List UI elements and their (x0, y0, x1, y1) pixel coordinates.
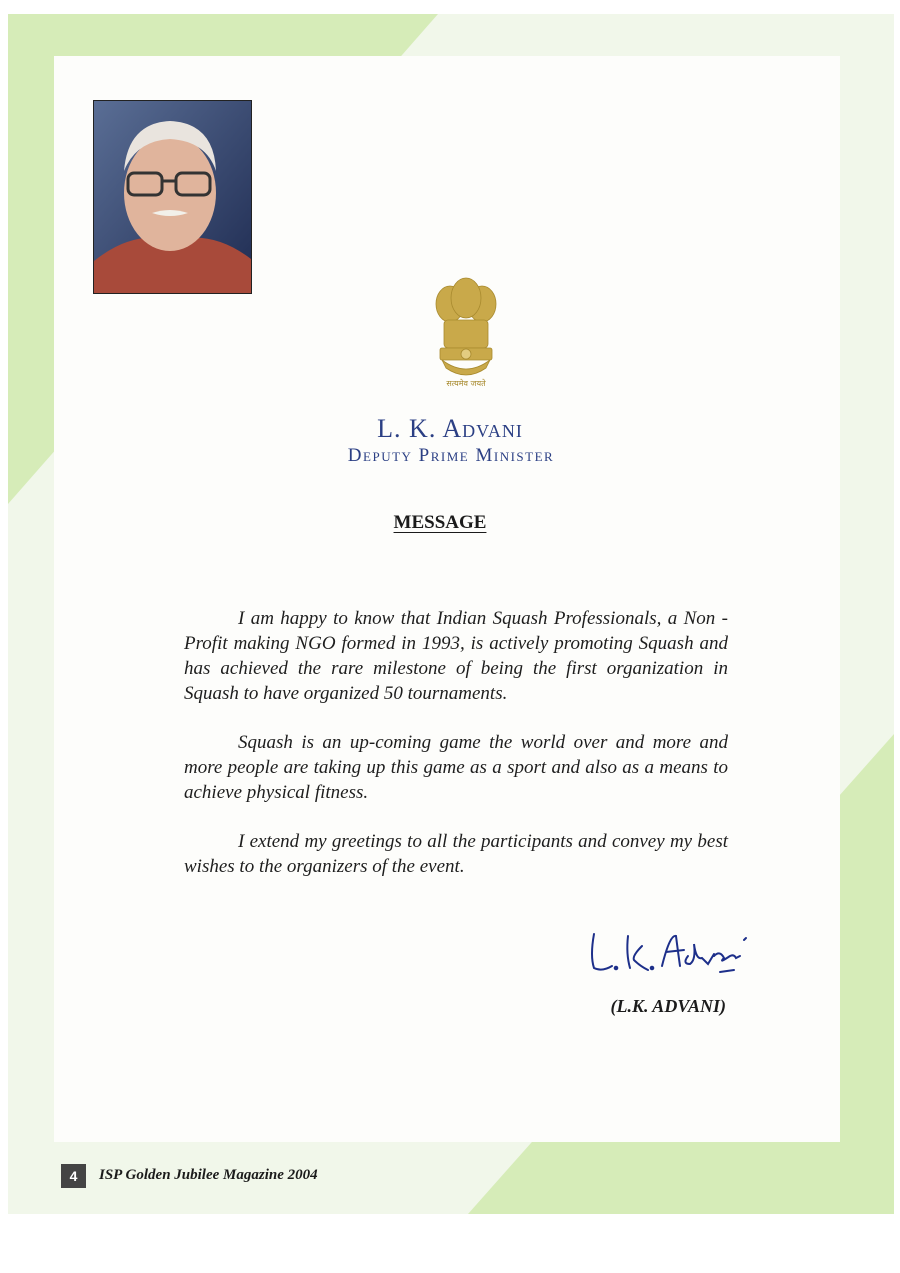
portrait-photo (93, 100, 252, 294)
message-paragraph-1: I am happy to know that Indian Squash Professionals, a Non - Profit making NGO formed in 1993, is actively promoting Squash and has achieved the rare milestone of being the first organization in Squash to have organized 50 tournaments. (184, 608, 728, 704)
national-emblem-icon (430, 274, 502, 390)
handwritten-signature (584, 926, 764, 986)
message-paragraph-2: Squash is an up-coming game the world over and more and more people are taking up this game as a sport and also as a means to achieve physical fitness. (184, 732, 728, 803)
emblem-motto: सत्यमेव जयते (446, 379, 486, 388)
minister-designation: Deputy Prime Minister (347, 445, 555, 466)
message-heading: MESSAGE (393, 512, 487, 533)
page-number: 4 (61, 1164, 86, 1188)
minister-name: L. K. Advani (377, 414, 523, 443)
publication-title: ISP Golden Jubilee Magazine 2004 (99, 1167, 318, 1183)
message-paragraph-3: I extend my greetings to all the participants and convey my best wishes to the organizers of the event. (184, 831, 728, 877)
message-body (184, 606, 728, 903)
signatory-name: (L.K. ADVANI) (610, 996, 726, 1016)
